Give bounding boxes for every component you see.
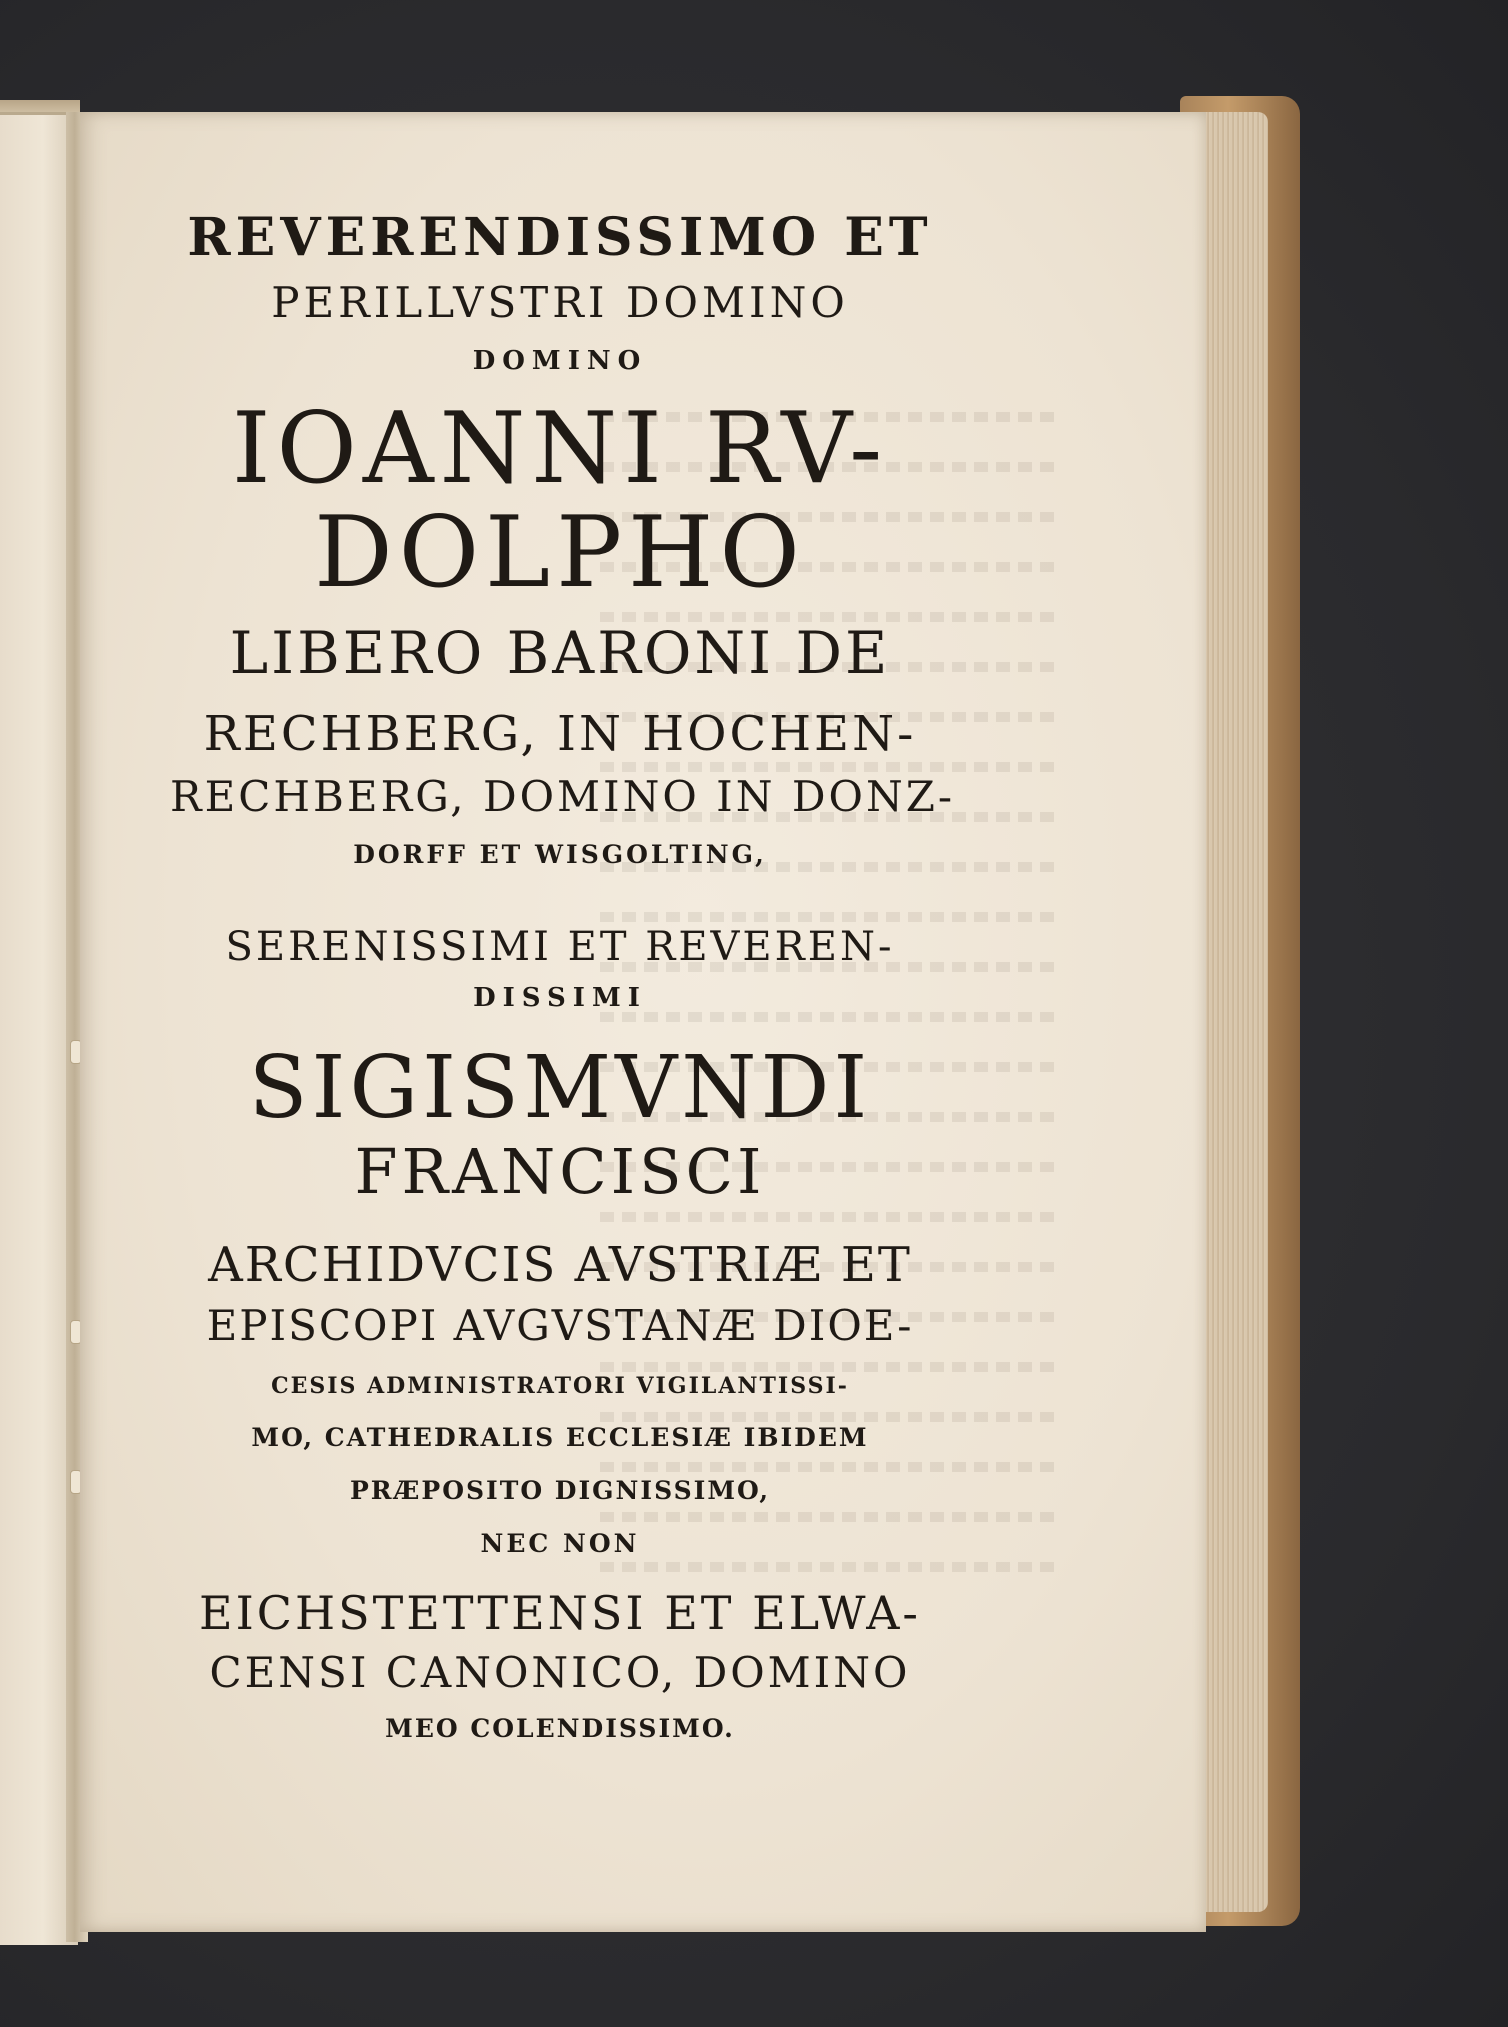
- dedication-text: [170, 207, 956, 1743]
- dedication-line: DOMINO: [472, 346, 648, 376]
- dedication-line: MEO COLENDISSIMO.: [385, 1714, 735, 1743]
- dedication-line: ARCHIDVCIS AVSTRIÆ ET: [208, 1237, 912, 1293]
- dedication-line: DORFF ET WISGOLTING,: [353, 840, 767, 869]
- dedication-line: NEC NON: [480, 1529, 640, 1558]
- dedication-line: PERILLVSTRI DOMINO: [271, 278, 849, 327]
- dedication-line: EICHSTETTENSI ET ELWA-: [199, 1586, 921, 1640]
- dedication-line: PRÆPOSITO DIGNISSIMO,: [349, 1476, 771, 1505]
- dedication-line: DISSIMI: [473, 983, 647, 1013]
- dedication-line: REVERENDISSIMO ET: [187, 207, 933, 268]
- dedication-line: SERENISSIMI ET REVEREN-: [225, 924, 895, 970]
- dedication-line: CESIS ADMINISTRATORI VIGILANTISSI-: [271, 1373, 849, 1399]
- dedication-name-line: SIGISMVNDI: [248, 1038, 872, 1138]
- recto-page: [80, 112, 1206, 1932]
- dedication-line: CENSI CANONICO, DOMINO: [209, 1648, 911, 1697]
- dedication-name-line: FRANCISCI: [354, 1135, 766, 1208]
- dedication-line: RECHBERG, DOMINO IN DONZ-: [170, 772, 956, 821]
- dedication-name-line: IOANNI RV-: [231, 392, 889, 506]
- dedication-line: LIBERO BARONI DE: [229, 619, 891, 687]
- dedication-line: MO, CATHEDRALIS ECCLESIÆ IBIDEM: [251, 1423, 869, 1452]
- dedication-line: EPISCOPI AVGVSTANÆ DIOE-: [206, 1301, 914, 1350]
- dedication-name-line: DOLPHO: [314, 496, 806, 610]
- dedication-line: RECHBERG, IN HOCHEN-: [203, 706, 917, 762]
